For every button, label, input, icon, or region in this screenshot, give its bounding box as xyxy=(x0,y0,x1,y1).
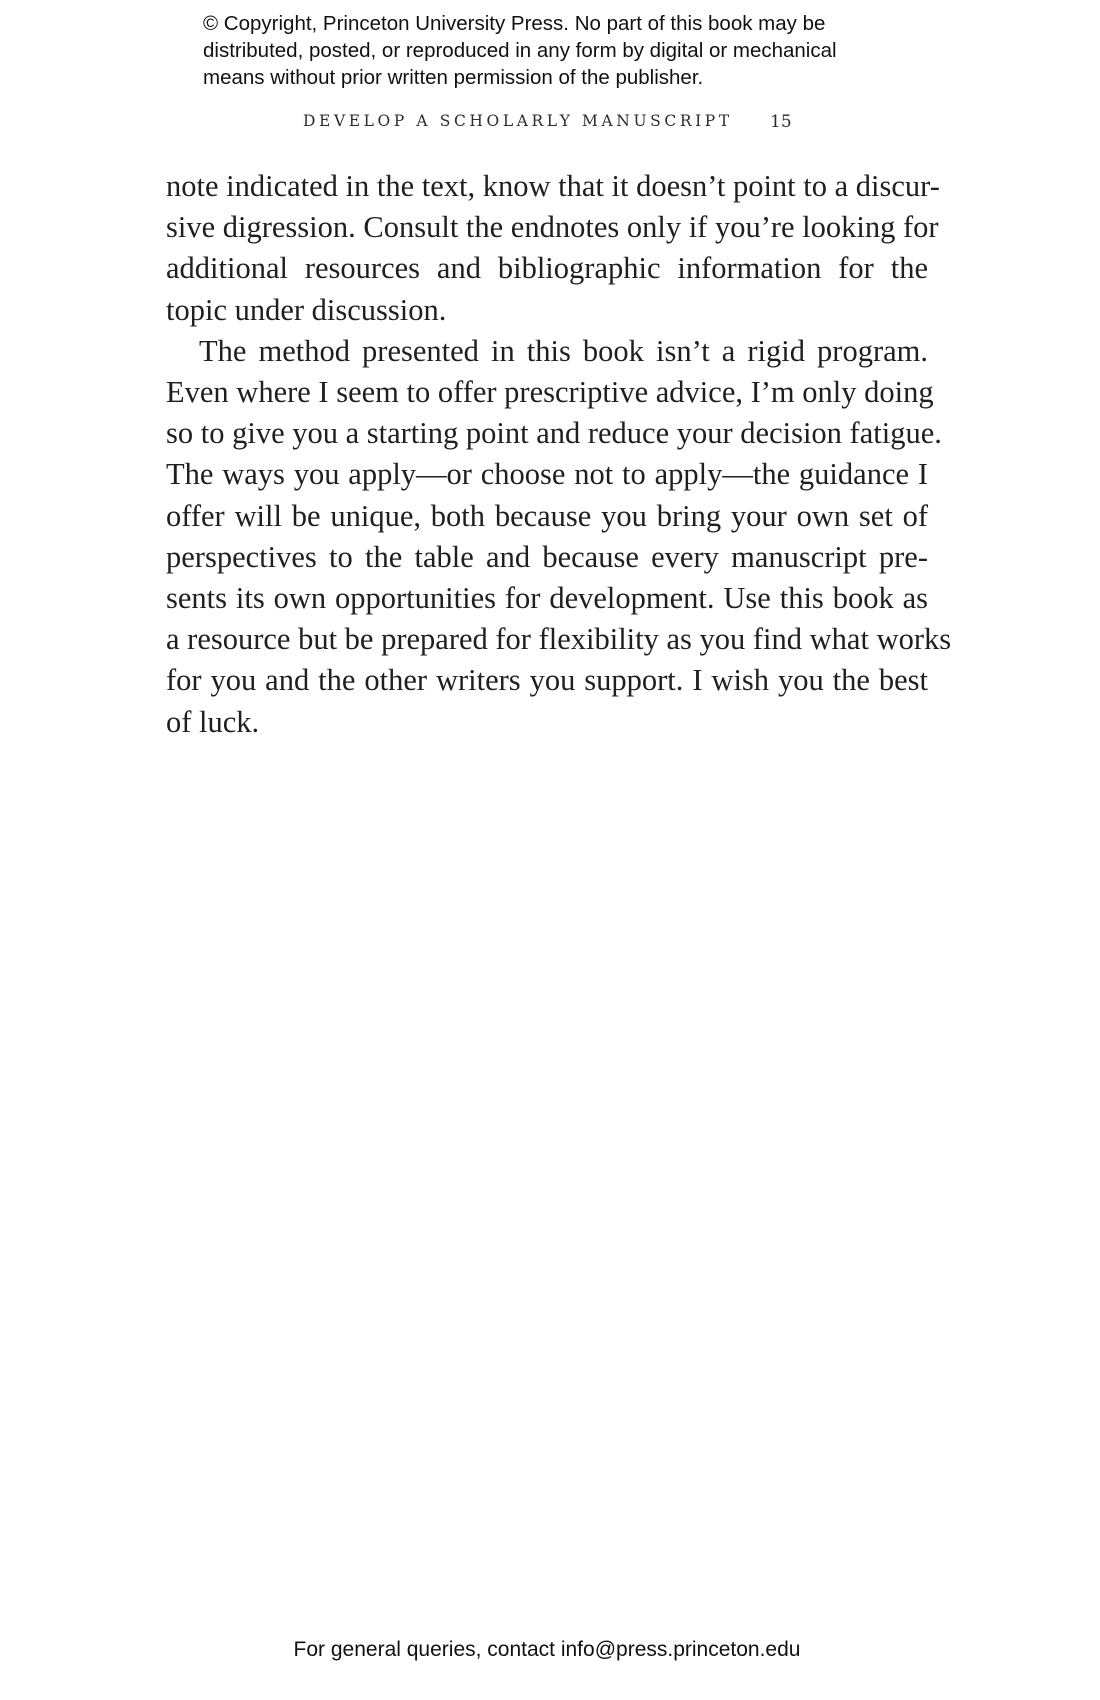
footer-text: For general queries, contact info@press.princeton.edu xyxy=(293,1638,801,1661)
text-line: for you and the other writers you support. I wish you the best xyxy=(166,663,928,698)
text-line: a resource but be prepared for flexibility as you find what works xyxy=(166,622,952,657)
page-number: 15 xyxy=(770,112,792,132)
text-line: of luck. xyxy=(166,704,260,739)
text-line: sive digression. Consult the endnotes only if you’re looking for xyxy=(166,210,939,245)
body-text xyxy=(166,166,952,743)
text-line: perspectives to the table and because every manuscript pre- xyxy=(166,539,928,574)
copyright-notice xyxy=(203,10,923,91)
text-line: so to give you a starting point and reduce your decision fatigue. xyxy=(166,416,942,451)
text-line: offer will be unique, both because you bring your own set of xyxy=(166,498,928,533)
copyright-line: distributed, posted, or reproduced in any form by digital or mechanical xyxy=(203,39,837,62)
paragraph-2 xyxy=(166,331,952,743)
text-line: sents its own opportunities for development. Use this book as xyxy=(166,581,928,616)
text-line: The ways you apply—or choose not to apply—the guidance I xyxy=(166,457,928,492)
text-line: Even where I seem to offer prescriptive advice, I’m only doing xyxy=(166,375,934,410)
text-line: topic under discussion. xyxy=(166,292,447,327)
copyright-line: means without prior written permission of the publisher. xyxy=(203,66,704,89)
footer-contact xyxy=(0,1638,1100,1662)
copyright-line: © Copyright, Princeton University Press. No part of this book may be xyxy=(203,12,826,35)
running-head-title: DEVELOP A SCHOLARLY MANUSCRIPT xyxy=(303,112,733,130)
text-line: The method presented in this book isn’t a rigid program. xyxy=(199,333,928,368)
text-line: note indicated in the text, know that it doesn’t point to a discur- xyxy=(166,169,940,203)
text-line: additional resources and bibliographic information for the xyxy=(166,251,928,286)
paragraph-1 xyxy=(166,166,940,331)
